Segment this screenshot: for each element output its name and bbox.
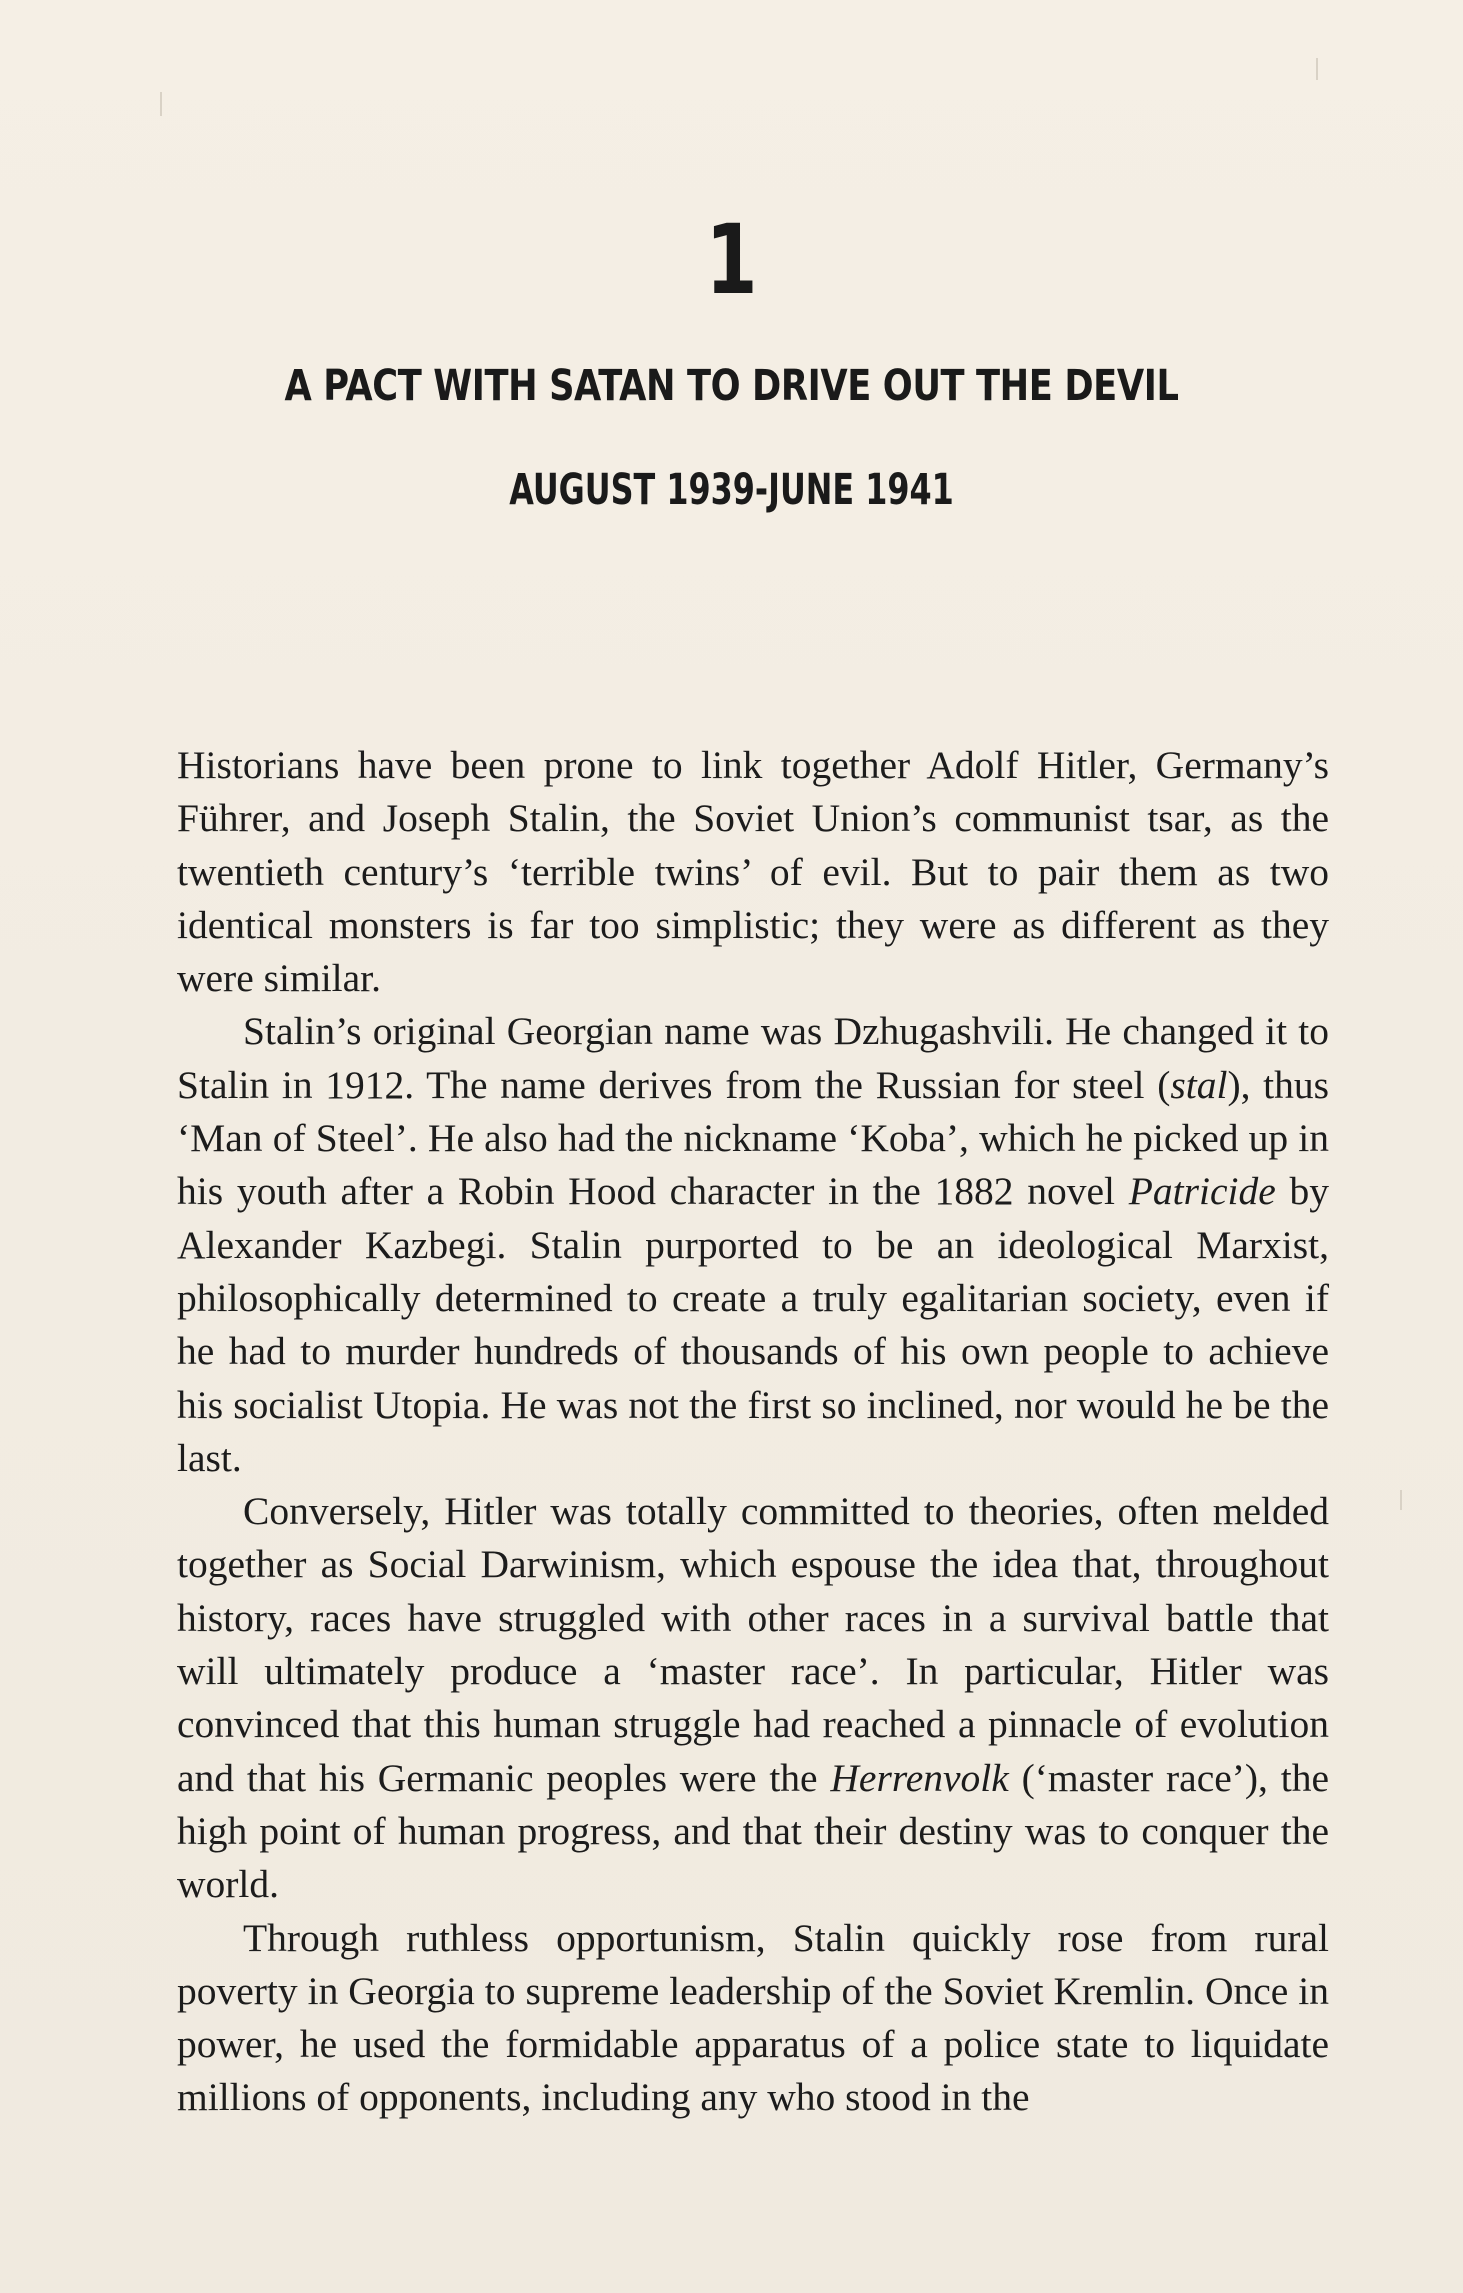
book-title: Patricide [1128, 1169, 1276, 1214]
text-run: Conversely, Hitler was totally committed to theories, often melded together as Social Darwinism, which espouse the idea that, throughout history, races have struggled with other races in a survival battle that will ultimately produce a ‘master race’. In particular, Hitler was convinced that this human struggle had reached a pinnacle of evolution and that his Germanic peoples were the [177, 1489, 1329, 1800]
text-run: ), thus ‘Man of Steel’. He also had the nickname ‘Koba’, which he picked up in his youth after a Robin Hood character in the 1882 novel [177, 1062, 1329, 1214]
text-run: by Alexander Kazbegi. Stalin purported to be an ideological Marxist, philosophically determined to create a truly egalitarian society, even if he had to murder hundreds of thousands of his own people to achieve his socialist Utopia. He was not the first so inclined, nor would he be the last. [177, 1169, 1329, 1480]
text-run: Stalin’s original Georgian name was Dzhugashvili. He changed it to Stalin in 1912. The name derives from the Russian for steel ( [177, 1009, 1329, 1107]
chapter-title: A PACT WITH SATAN TO DRIVE OUT THE DEVIL [284, 361, 1179, 411]
paragraph: Historians have been prone to link together Adolf Hitler, Germany’s Führer, and Joseph Stalin, the Soviet Union’s communist tsar, as the twentieth century’s ‘terrible twins’ of evil. But to pair them as two identical monsters is far too simplistic; they were as different as they were similar. [177, 743, 1329, 1001]
text-run: (‘master race’), the high point of human progress, and that their destiny was to conquer the world. [177, 1755, 1329, 1907]
paragraph [177, 1485, 1329, 1911]
chapter-date-range: AUGUST 1939-JUNE 1941 [509, 465, 954, 515]
scan-mark [1400, 1490, 1402, 1510]
paragraph: Through ruthless opportunism, Stalin quickly rose from rural poverty in Georgia to supreme leadership of the Soviet Kremlin. Once in power, he used the formidable apparatus of a police state to liquidate millions of opponents, including any who stood in the [177, 1915, 1329, 2120]
italic-term: stal [1170, 1062, 1228, 1107]
chapter-number: 1 [705, 204, 758, 316]
chapter-body [177, 739, 1329, 2125]
italic-term: Herrenvolk [830, 1755, 1009, 1800]
scan-mark [160, 92, 162, 116]
paragraph [177, 1005, 1329, 1485]
scan-mark [1316, 58, 1318, 80]
